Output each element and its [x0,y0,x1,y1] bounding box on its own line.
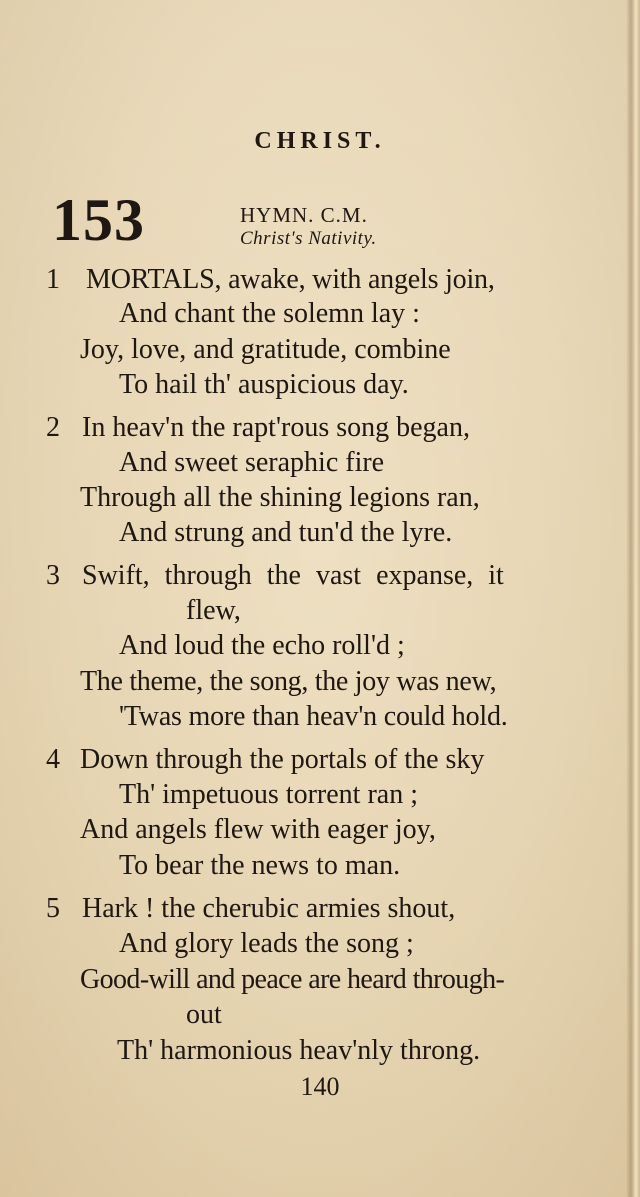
page-spine-edge [626,0,640,1197]
verse-line: To hail th' auspicious day. [119,369,409,400]
verse-line: Joy, love, and gratitude, combine [80,334,451,365]
verse-line: And chant the solemn lay : [119,298,420,329]
verse-number: 4 [46,744,60,775]
verse-line: Swift, through the vast expanse, it [82,560,504,591]
verse-line: out [186,999,222,1030]
verse-number: 1 [46,264,60,295]
verse-number: 2 [46,412,60,443]
page-number: 140 [300,1072,340,1101]
verse-line: And glory leads the song ; [119,928,414,959]
verse-line: flew, [186,595,241,626]
verse-line: Through all the shining legions ran, [80,482,480,513]
verse-line: The theme, the song, the joy was new, [80,666,497,697]
verse-line: And strung and tun'd the lyre. [119,517,453,548]
verse-line: To bear the news to man. [119,850,401,881]
verse-line: In heav'n the rapt'rous song began, [82,412,470,443]
verse-line: And loud the echo roll'd ; [119,630,405,661]
hymn-number: 153 [52,187,145,253]
verse-line: Hark ! the cherubic armies shout, [82,893,456,924]
running-header: CHRIST. [254,128,386,154]
hymn-subtitle: Christ's Nativity. [240,228,377,249]
verse-line: MORTALS, awake, with angels join, [86,264,495,295]
verse-line: Th' harmonious heav'nly throng. [117,1035,481,1066]
verse-number: 3 [46,560,60,591]
hymn-meter: HYMN. C.M. [240,203,368,227]
verse-line: And sweet seraphic fire [119,447,385,478]
verse-line: Good-will and peace are heard through- [80,964,505,995]
verse-line: Down through the portals of the sky [80,744,485,775]
verse-line: And angels flew with eager joy, [80,814,436,845]
verse-line: 'Twas more than heav'n could hold. [119,701,508,732]
verse-number: 5 [46,893,60,924]
verse-line: Th' impetuous torrent ran ; [119,779,418,810]
